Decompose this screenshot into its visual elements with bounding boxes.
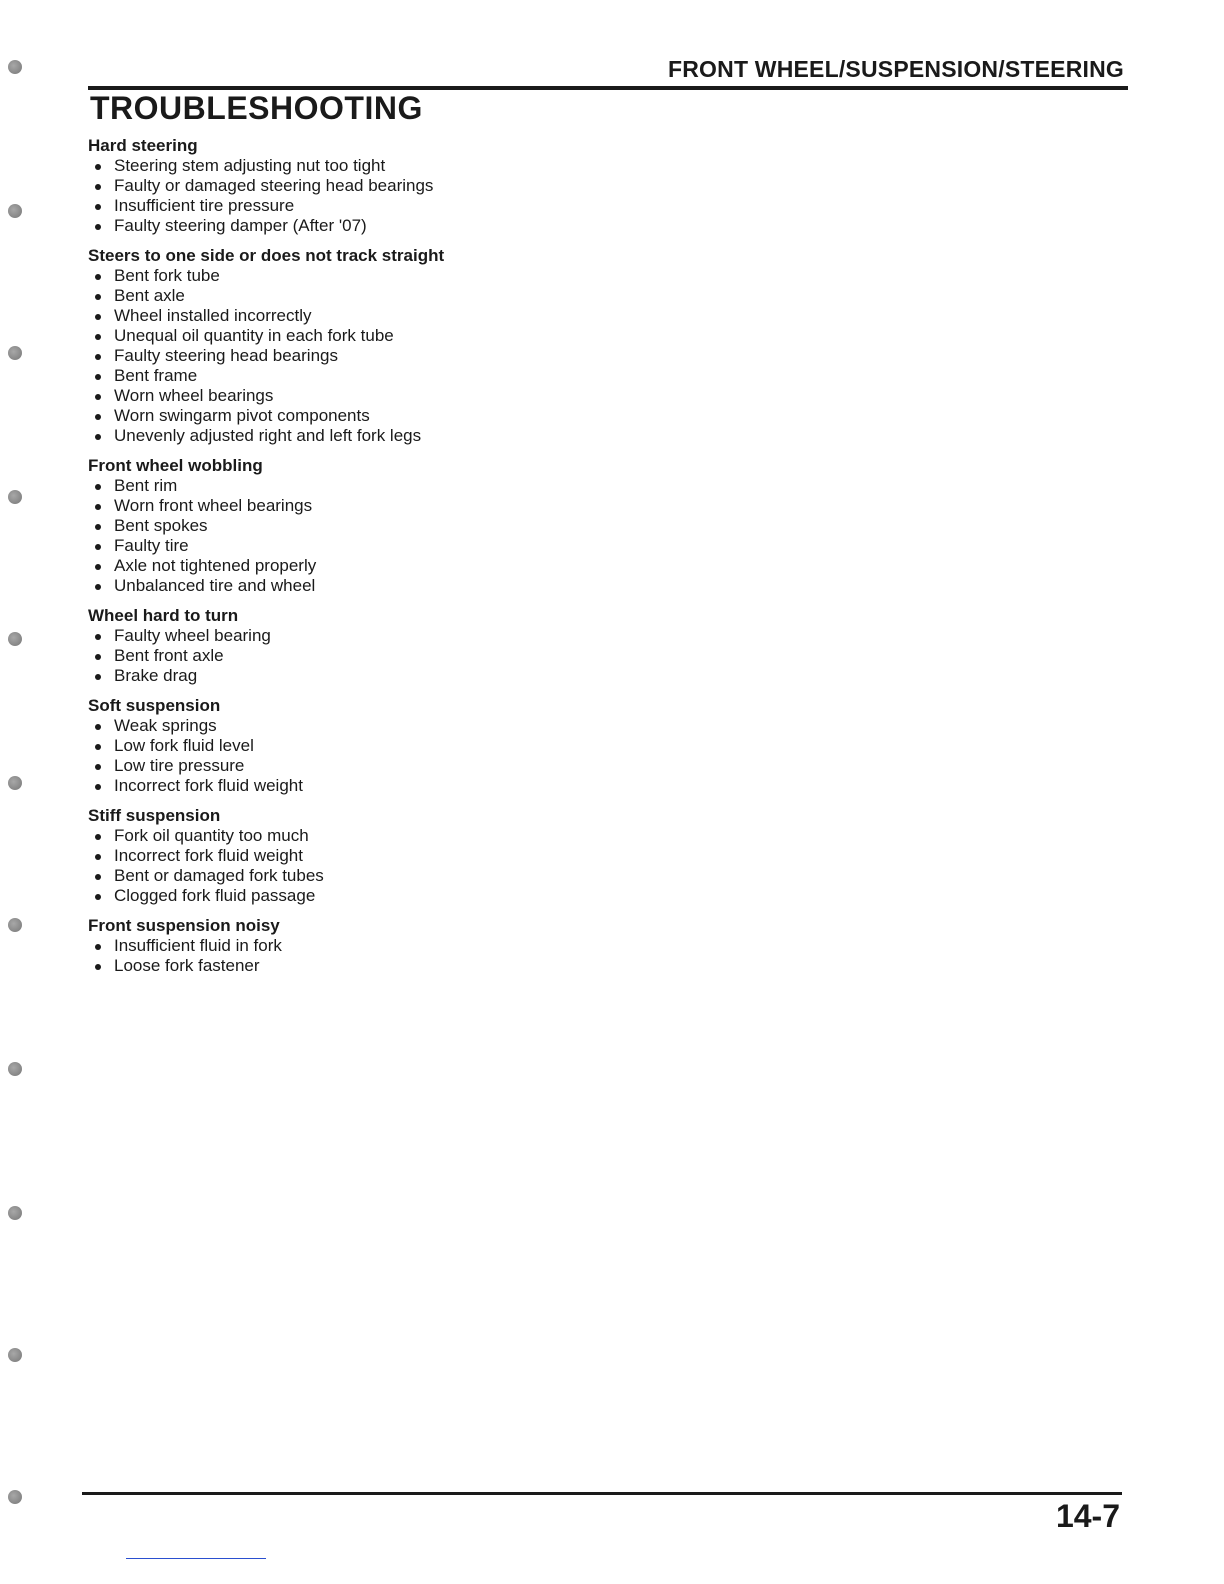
cause-item: Incorrect fork fluid weight [88,776,688,796]
cause-item: Low tire pressure [88,756,688,776]
cause-item: Brake drag [88,666,688,686]
cause-item: Faulty tire [88,536,688,556]
cause-list [88,826,688,906]
binder-hole [8,490,22,504]
cause-item: Insufficient fluid in fork [88,936,688,956]
cause-item: Steering stem adjusting nut too tight [88,156,688,176]
cause-list [88,936,688,976]
symptom-title: Steers to one side or does not track straight [88,246,445,265]
symptom-title: Soft suspension [88,696,221,715]
cause-item: Worn swingarm pivot components [88,406,688,426]
cause-item: Unequal oil quantity in each fork tube [88,326,688,346]
binder-holes [0,0,40,1584]
binder-hole [8,1348,22,1362]
cause-item: Faulty or damaged steering head bearings [88,176,688,196]
symptom-group [88,456,688,596]
cause-list [88,716,688,796]
cause-item: Unbalanced tire and wheel [88,576,688,596]
cause-item: Bent or damaged fork tubes [88,866,688,886]
binder-hole [8,1062,22,1076]
cause-item: Axle not tightened properly [88,556,688,576]
cause-item: Bent fork tube [88,266,688,286]
cause-item: Unevenly adjusted right and left fork legs [88,426,688,446]
cause-item: Low fork fluid level [88,736,688,756]
cause-item: Insufficient tire pressure [88,196,688,216]
cause-item: Faulty steering damper (After '07) [88,216,688,236]
footer-rule [82,1492,1122,1495]
section-title: FRONT WHEEL/SUSPENSION/STEERING [667,56,1124,82]
cause-item: Bent front axle [88,646,688,666]
cause-list [88,156,688,236]
cause-item: Clogged fork fluid passage [88,886,688,906]
cause-item: Worn wheel bearings [88,386,688,406]
cause-item: Bent spokes [88,516,688,536]
footer-underline [126,1558,266,1559]
page-heading: TROUBLESHOOTING [90,90,423,126]
cause-item: Fork oil quantity too much [88,826,688,846]
binder-hole [8,776,22,790]
binder-hole [8,204,22,218]
cause-item: Bent frame [88,366,688,386]
binder-hole [8,1206,22,1220]
symptom-title: Wheel hard to turn [88,606,239,625]
page-number: 14-7 [1055,1498,1120,1534]
cause-item: Incorrect fork fluid weight [88,846,688,866]
symptom-group [88,806,688,906]
cause-list [88,266,688,446]
cause-item: Weak springs [88,716,688,736]
symptom-group [88,916,688,976]
binder-hole [8,1490,22,1504]
binder-hole [8,632,22,646]
cause-item: Loose fork fastener [88,956,688,976]
troubleshooting-list [88,136,688,986]
cause-item: Faulty steering head bearings [88,346,688,366]
symptom-group [88,696,688,796]
cause-item: Wheel installed incorrectly [88,306,688,326]
binder-hole [8,346,22,360]
symptom-title: Front suspension noisy [88,916,280,935]
cause-item: Faulty wheel bearing [88,626,688,646]
symptom-group [88,246,688,446]
symptom-title: Front wheel wobbling [88,456,263,475]
cause-list [88,476,688,596]
cause-item: Bent axle [88,286,688,306]
symptom-group [88,136,688,236]
symptom-title: Stiff suspension [88,806,221,825]
symptom-group [88,606,688,686]
binder-hole [8,60,22,74]
cause-list [88,626,688,686]
cause-item: Bent rim [88,476,688,496]
cause-item: Worn front wheel bearings [88,496,688,516]
symptom-title: Hard steering [88,136,198,155]
binder-hole [8,918,22,932]
